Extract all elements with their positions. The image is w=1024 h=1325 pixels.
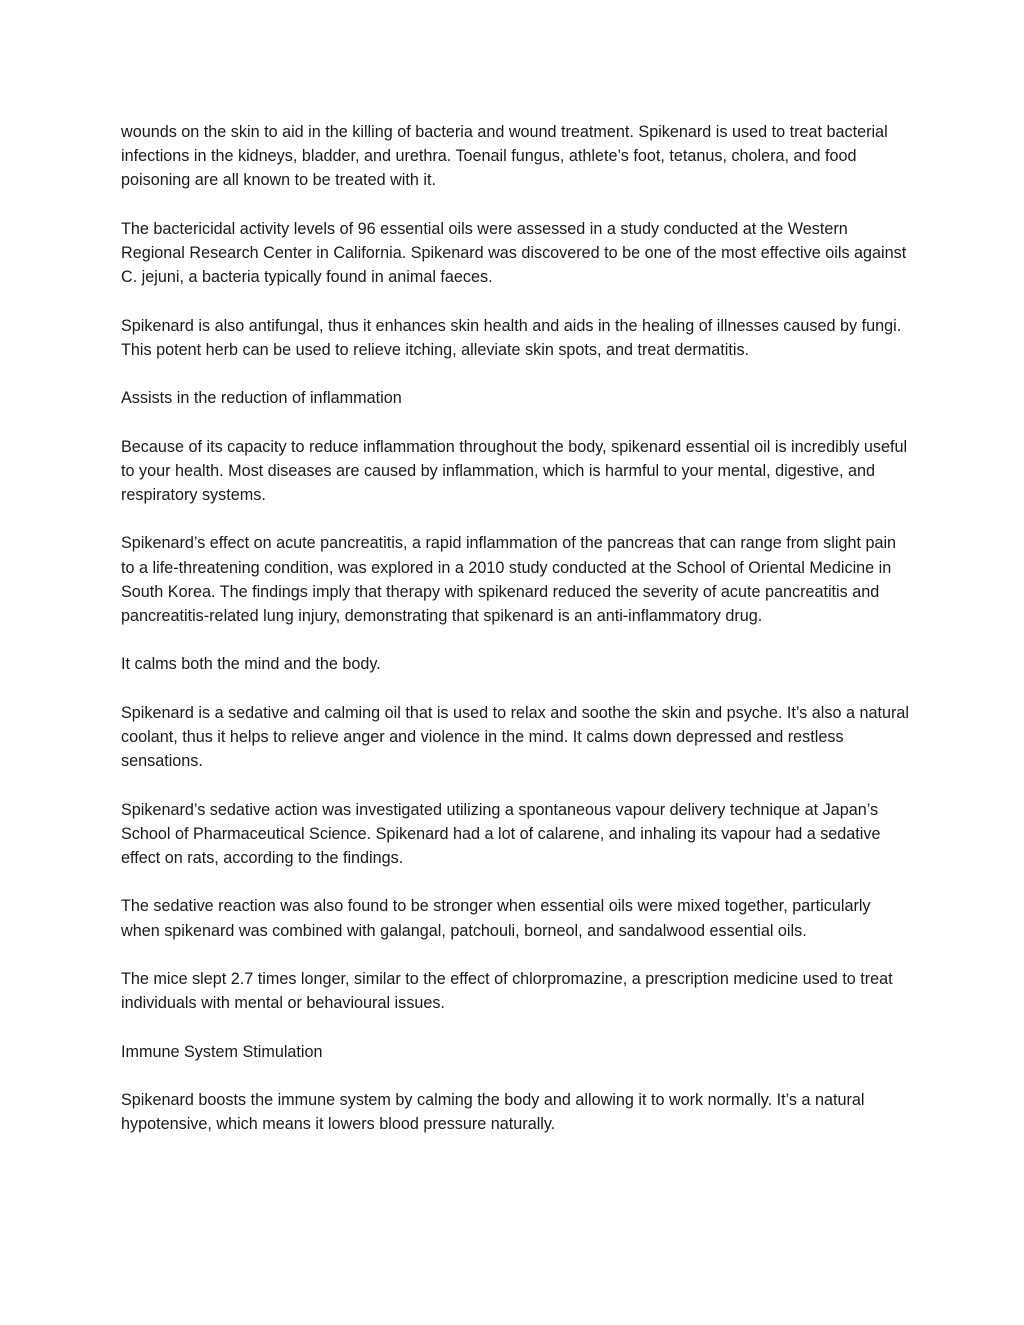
paragraph-oil-mixtures: The sedative reaction was also found to be stronger when essential oils were mixed together, particularly when spikenard was combined with galangal, patchouli, borneol, and sandalwood essential oils. [121, 897, 871, 940]
section-heading-inflammation: Assists in the reduction of inflammation [121, 389, 402, 408]
paragraph-antibacterial-wounds: wounds on the skin to aid in the killing of bacteria and wound treatment. Spikenard is used to treat bacterial infections in the kidneys, bladder, and urethra. Toenail fungus, athlete’s foot, tetanus, cholera, and food poisoning are all known to be treated with it. [121, 123, 888, 190]
paragraph-sedative-oil: Spikenard is a sedative and calming oil that is used to relax and soothe the skin and psyche. It’s also a natural coolant, thus it helps to relieve anger and violence in the mind. It calms down depressed and restless sensations. [121, 703, 909, 771]
paragraph-inflammation-benefits: Because of its capacity to reduce inflammation throughout the body, spikenard essential oil is incredibly useful to your health. Most diseases are caused by inflammation, which is harmful to your mental, digestive, and respiratory systems. [121, 437, 908, 504]
paragraph-pancreatitis-study: Spikenard’s effect on acute pancreatitis, a rapid inflammation of the pancreas that can range from slight pain to a life-threatening condition, was explored in a 2010 study conducted at the School of Oriental Medicine in South Korea. The findings imply that therapy with spikenard reduced the severity of acute pancreatitis and pancreatitis-related lung injury, demonstrating that spikenard is an anti-inflammatory drug. [121, 534, 897, 625]
paragraph-bactericidal-study: The bactericidal activity levels of 96 essential oils were assessed in a study conducted at the Western Regional Research Center in California. Spikenard was discovered to be one of the most effective oils against C. jejuni, a bacteria typically found in animal faeces. [121, 219, 907, 287]
paragraph-antifungal: Spikenard is also antifungal, thus it enhances skin health and aids in the healing of illnesses caused by fungi. This potent herb can be used to relieve itching, alleviate skin spots, and treat dermatitis. [121, 316, 902, 359]
section-heading-calming: It calms both the mind and the body. [121, 655, 381, 674]
paragraph-vapour-study: Spikenard’s sedative action was investigated utilizing a spontaneous vapour delivery technique at Japan’s School of Pharmaceutical Science. Spikenard had a lot of calarene, and inhaling its vapour had a sedative effect on rats, according to the findings. [121, 800, 881, 867]
section-heading-immune: Immune System Stimulation [121, 1042, 323, 1061]
paragraph-immune-boost: Spikenard boosts the immune system by calming the body and allowing it to work normally. It’s a natural hypotensive, which means it lowers blood pressure naturally. [121, 1090, 865, 1134]
paragraph-mice-sleep: The mice slept 2.7 times longer, similar to the effect of chlorpromazine, a prescription medicine used to treat individuals with mental or behavioural issues. [121, 969, 893, 1013]
document-page [121, 120, 911, 1161]
